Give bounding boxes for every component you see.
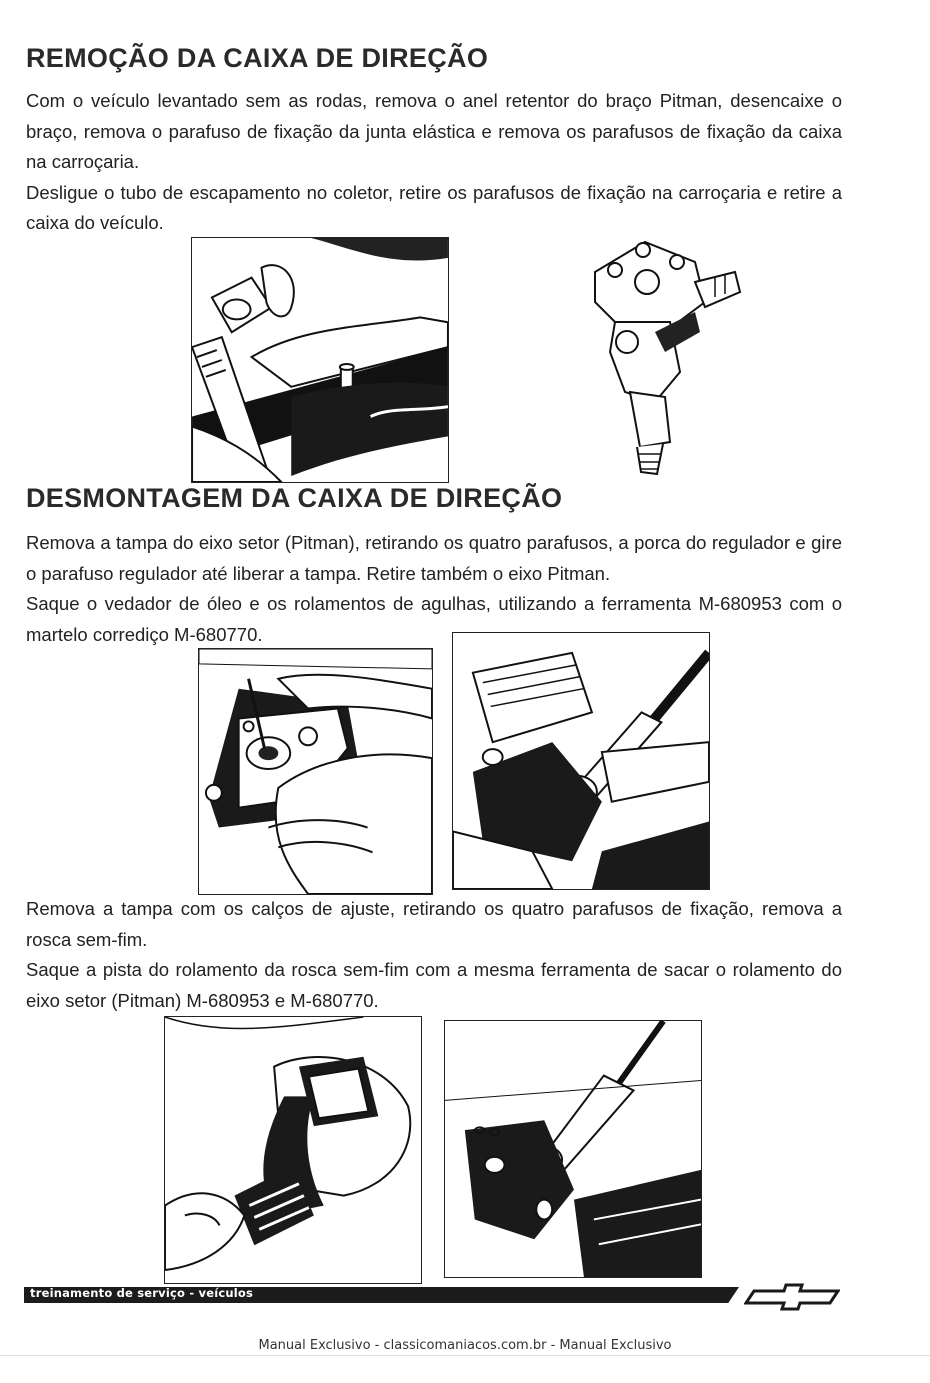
sector-cover-drawing [199, 649, 432, 894]
disassembly-heading: DESMONTAGEM DA CAIXA DE DIREÇÃO [26, 483, 563, 513]
disassembly-text-2 [26, 894, 842, 1016]
footer-label: treinamento de serviço - veículos [30, 1286, 254, 1300]
oil-seal-drawing [453, 633, 709, 889]
illustration-worm-bearing-removal [164, 1016, 422, 1284]
illustration-worm-race-slide-hammer [444, 1020, 702, 1278]
removal-drawing [192, 238, 448, 482]
removal-heading: REMOÇÃO DA CAIXA DE DIREÇÃO [26, 43, 489, 73]
disassembly-paragraph-1: Remova a tampa do eixo setor (Pitman), retirando os quatro parafusos, a porca do regulador e gire o parafuso regulador até liberar a tampa. Retire também o eixo Pitman. [26, 532, 842, 584]
removal-paragraph-1: Com o veículo levantado sem as rodas, remova o anel retentor do braço Pitman, desencaixe o braço, remova o parafuso de fixação da junta elástica e remova os parafusos de fixação da caixa na carroçaria. [26, 90, 842, 172]
illustration-sector-cover-removal [198, 648, 433, 895]
disassembly-paragraph-4: Saque a pista do rolamento da rosca sem-fim com a mesma ferramenta de sacar o rolamento do eixo setor (Pitman) M-680953 e M-680770. [26, 959, 842, 1011]
worm-race-drawing [445, 1021, 701, 1277]
illustration-steering-box-removal [191, 237, 449, 483]
removal-paragraph-2: Desligue o tubo de escapamento no coletor, retire os parafusos de fixação na carroçaria e retire a caixa do veículo. [26, 181, 842, 233]
chevrolet-bowtie-logo [744, 1282, 840, 1312]
footer-divider [0, 1355, 930, 1356]
removal-text [26, 86, 842, 239]
disassembly-paragraph-2: Saque o vedador de óleo e os rolamentos de agulhas, utilizando a ferramenta M-680953 com o martelo corrediço M-680770. [26, 593, 842, 645]
disassembly-text-1 [26, 528, 842, 650]
watermark-text: Manual Exclusivo - classicomaniacos.com.br - Manual Exclusivo [258, 1338, 672, 1353]
disassembly-paragraph-3: Remova a tampa com os calços de ajuste, retirando os quatro parafusos de fixação, remova a rosca sem-fim. [26, 898, 842, 950]
worm-bearing-drawing [165, 1017, 421, 1283]
illustration-oil-seal-removal [452, 632, 710, 890]
illustration-steering-gear-box [585, 232, 745, 480]
steering-gear-drawing [585, 232, 745, 480]
